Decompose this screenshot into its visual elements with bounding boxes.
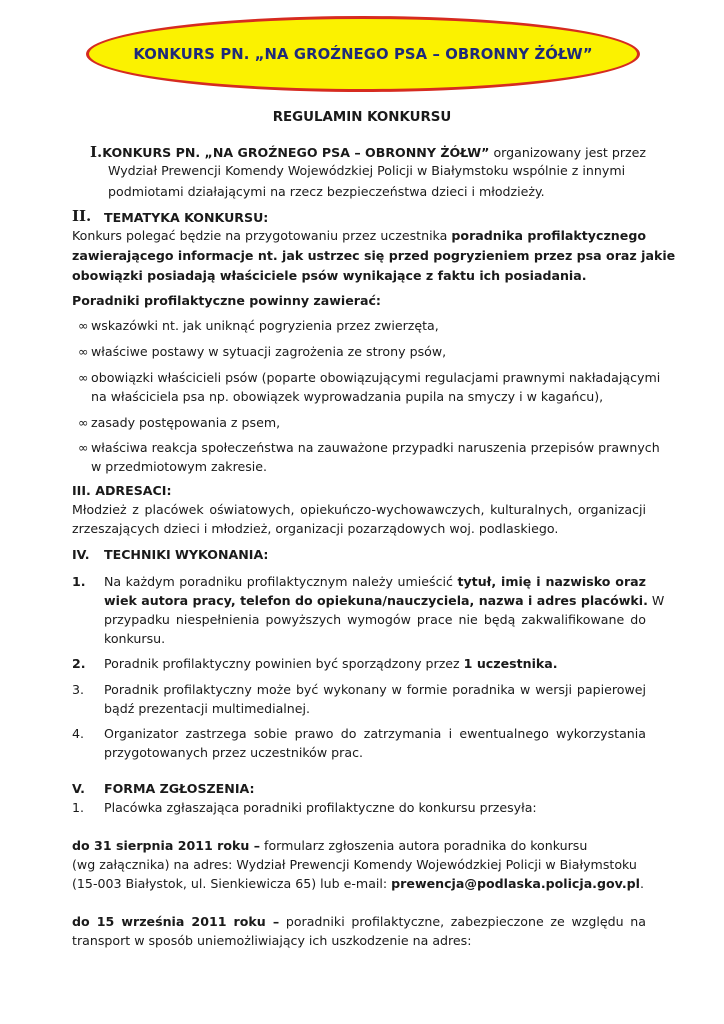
item-1-bold-text: wiek autora pracy, telefon do opiekuna/nauczyciela, nazwa i adres placówki. (104, 593, 648, 608)
deadline-1-address: (15-003 Białystok, ul. Sienkiewicza 65) lub e-mail: (72, 876, 392, 891)
banner-title: KONKURS PN. „NA GROŹNEGO PSA – OBRONNY ŻÓŁW” (133, 45, 593, 63)
section-5-number: V. (72, 781, 85, 796)
bullet-item: obowiązki właścicieli psów (poparte obowiązującymi regulacjami prawnymi nakładającymi (91, 370, 661, 385)
item-3-line-1: Poradnik profilaktyczny może być wykonany w formie poradnika w wersji papierowej (104, 682, 646, 697)
deadline-2-date: do 15 września 2011 roku – (72, 914, 280, 929)
item-2-text: Poradnik profilaktyczny powinien być sporządzony przez (104, 656, 464, 671)
section-1-line-2: Wydział Prewencji Komendy Wojewódzkiej Policji w Białymstoku wspólnie z innymi (108, 163, 626, 178)
deadline-1-line-2: (wg załącznika) na adres: Wydział Prewencji Komendy Wojewódzkiej Policji w Białymstoku (72, 857, 637, 872)
section-3-heading: III. ADRESACI: (72, 483, 172, 498)
bullet-item: zasady postępowania z psem, (91, 415, 281, 430)
bullet-icon: ∞ (78, 318, 89, 333)
deadline-1-date: do 31 sierpnia 2011 roku – (72, 838, 261, 853)
item-4-line-1: Organizator zastrzega sobie prawo do zatrzymania i ewentualnego wykorzystania (104, 726, 646, 741)
list-number: 3. (72, 682, 85, 697)
section-2-subheading: Poradniki profilaktyczne powinny zawierać: (72, 293, 381, 308)
item-1-line-4: konkursu. (104, 631, 166, 646)
deadline-2-line-1 (72, 914, 646, 930)
bullet-icon: ∞ (78, 440, 89, 455)
bullet-icon: ∞ (78, 415, 89, 430)
item-2-line-1 (104, 656, 558, 672)
bullet-item: wskazówki nt. jak uniknąć pogryzienia przez zwierzęta, (91, 318, 439, 333)
list-number: 4. (72, 726, 85, 741)
section-2-bold-text: poradnika profilaktycznego (451, 228, 646, 243)
section-1-text: organizowany jest przez (489, 145, 646, 160)
section-2-paragraph-line-3: obowiązki posiadają właściciele psów wynikające z faktu ich posiadania. (72, 268, 587, 283)
deadline-1-punctuation: . (639, 876, 644, 891)
section-3-line-2: zrzeszających dzieci i młodzież, organizacji pozarządowych woj. podlaskiego. (72, 521, 559, 536)
section-2-paragraph-line-1 (72, 228, 646, 244)
section-2-number: II. (72, 207, 92, 225)
bullet-icon: ∞ (78, 344, 89, 359)
list-number: 1. (72, 800, 85, 815)
item-3-line-2: bądź prezentacji multimedialnej. (104, 701, 311, 716)
item-1-bold-text: tytuł, imię i nazwisko oraz (457, 574, 646, 589)
item-1-text: Na każdym poradniku profilaktycznym należy umieścić (104, 574, 458, 589)
item-1-line-1 (104, 574, 646, 590)
item-2-bold-text: 1 uczestnika. (463, 656, 558, 671)
item-1-line-2 (104, 593, 665, 609)
email-address: prewencja@podlaska.policja.gov.pl (391, 876, 640, 891)
section-2-paragraph-line-2: zawierającego informacje nt. jak ustrzec się przed pogryzieniem przez psa oraz jakie (72, 248, 676, 263)
section-1-line-3: podmiotami działającymi na rzecz bezpieczeństwa dzieci i młodzieży. (108, 184, 545, 199)
section-2-heading-row (72, 208, 91, 225)
section-2-heading: TEMATYKA KONKURSU: (104, 210, 269, 225)
section-2-text: Konkurs polegać będzie na przygotowaniu przez uczestnika (72, 228, 452, 243)
deadline-2-text: poradniki profilaktyczne, zabezpieczone ze względu na (279, 914, 646, 929)
item-1-text: W (647, 593, 665, 608)
deadline-1-line-1 (72, 838, 587, 854)
bullet-item-continuation: na właściciela psa np. obowiązek wyprowadzania pupila na smyczy i w kagańcu), (91, 389, 604, 404)
deadline-1-line-3 (72, 876, 644, 892)
bullet-item: właściwe postawy w sytuacji zagrożenia ze strony psów, (91, 344, 447, 359)
section-1-first-line (90, 144, 646, 161)
title-banner (86, 16, 640, 92)
section-5-heading: FORMA ZGŁOSZENIA: (104, 781, 255, 796)
bullet-item-continuation: w przedmiotowym zakresie. (91, 459, 268, 474)
bullet-icon: ∞ (78, 370, 89, 385)
bullet-item: właściwa reakcja społeczeństwa na zauważone przypadki naruszenia przepisów prawnych (91, 440, 660, 455)
section-1-contest-name: KONKURS PN. „NA GROŹNEGO PSA – OBRONNY ŻÓŁW” (102, 145, 490, 160)
section-3-line-1: Młodzież z placówek oświatowych, opiekuńczo-wychowawczych, kulturalnych, organizacji (72, 502, 646, 517)
section-4-heading: TECHNIKI WYKONANIA: (104, 547, 269, 562)
item-4-line-2: przygotowanych przez uczestników prac. (104, 745, 363, 760)
document-title: REGULAMIN KONKURSU (272, 110, 452, 125)
list-number: 1. (72, 574, 86, 589)
section-5-item: Placówka zgłaszająca poradniki profilaktyczne do konkursu przesyła: (104, 800, 537, 815)
list-number: 2. (72, 656, 86, 671)
section-1-number: I. (90, 143, 103, 161)
deadline-1-text: formularz zgłoszenia autora poradnika do konkursu (260, 838, 588, 853)
item-1-line-3: przypadku niespełnienia powyższych wymogów prace nie będą zakwalifikowane do (104, 612, 646, 627)
section-4-number: IV. (72, 547, 90, 562)
deadline-2-line-2: transport w sposób uniemożliwiający ich uszkodzenie na adres: (72, 933, 472, 948)
